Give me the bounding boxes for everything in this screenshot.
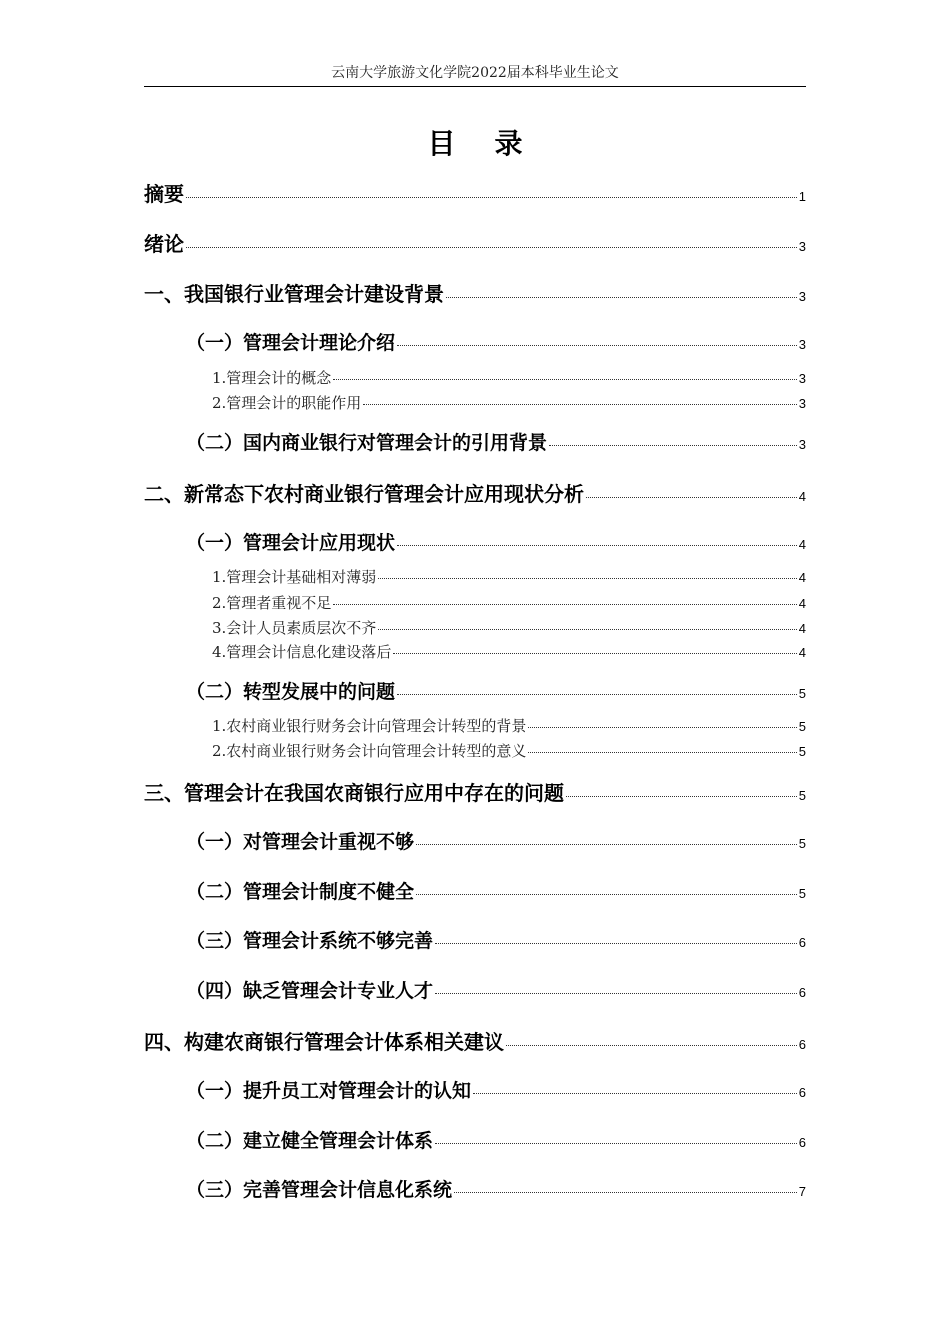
toc-entry-page-number: 3	[798, 371, 806, 386]
toc-entry-label: 1.管理会计基础相对薄弱	[212, 568, 377, 586]
toc-entry-page-number: 3	[798, 337, 806, 352]
toc-entry-label: 3.会计人员素质层次不齐	[212, 619, 377, 637]
dot-leader	[528, 752, 796, 753]
toc-entry-page-number: 3	[798, 396, 806, 411]
toc-entry-label: 2.管理者重视不足	[212, 594, 332, 612]
toc-entry[interactable]	[212, 740, 806, 761]
dot-leader	[506, 1045, 797, 1046]
toc-entry-page-number: 5	[798, 836, 806, 851]
toc-entry-label: 2.管理会计的职能作用	[212, 394, 362, 412]
toc-entry-label: 一、我国银行业管理会计建设背景	[144, 282, 444, 306]
dot-leader	[378, 629, 796, 630]
toc-entry-page-number: 7	[798, 1184, 806, 1199]
toc-entry[interactable]	[144, 178, 806, 207]
dot-leader	[393, 653, 796, 654]
toc-entry[interactable]	[144, 1026, 806, 1055]
toc-entry[interactable]	[186, 677, 806, 704]
toc-entry-label: 绪论	[144, 232, 184, 256]
dot-leader	[397, 545, 797, 546]
toc-entry[interactable]	[186, 428, 806, 455]
toc-entry-page-number: 1	[798, 189, 806, 204]
toc-entry-label: （二）管理会计制度不健全	[186, 881, 415, 903]
toc-entry-label: 摘要	[144, 182, 184, 206]
toc-entry[interactable]	[144, 228, 806, 257]
toc-entry[interactable]	[144, 478, 806, 507]
dot-leader	[363, 404, 796, 405]
toc-entry-label: （三）管理会计系统不够完善	[186, 930, 434, 952]
toc-entry-label: （一）对管理会计重视不够	[186, 831, 415, 853]
toc-entry-page-number: 5	[798, 788, 806, 803]
toc-entry-label: 2.农村商业银行财务会计向管理会计转型的意义	[212, 742, 527, 760]
toc-entry-label: （二）国内商业银行对管理会计的引用背景	[186, 432, 548, 454]
toc-entry[interactable]	[212, 392, 806, 413]
dot-leader	[566, 796, 797, 797]
dot-leader	[186, 197, 797, 198]
toc-entry-label: （一）提升员工对管理会计的认知	[186, 1080, 472, 1102]
toc-entry-label: 1.农村商业银行财务会计向管理会计转型的背景	[212, 717, 527, 735]
toc-entry-page-number: 6	[798, 1085, 806, 1100]
toc-entry-page-number: 6	[798, 985, 806, 1000]
dot-leader	[473, 1093, 797, 1094]
toc-entry-label: （二）建立健全管理会计体系	[186, 1130, 434, 1152]
toc-entry-label: （一）管理会计应用现状	[186, 532, 396, 554]
dot-leader	[435, 943, 797, 944]
toc-entry-label: 二、新常态下农村商业银行管理会计应用现状分析	[144, 482, 584, 506]
dot-leader	[186, 247, 797, 248]
toc-entry-label: （一）管理会计理论介绍	[186, 332, 396, 354]
toc-entry[interactable]	[186, 1076, 806, 1103]
toc-entry-label: （四）缺乏管理会计专业人才	[186, 980, 434, 1002]
dot-leader	[333, 379, 796, 380]
dot-leader	[528, 727, 796, 728]
dot-leader	[435, 993, 797, 994]
toc-entry[interactable]	[212, 617, 806, 638]
toc-entry-page-number: 3	[798, 437, 806, 452]
dot-leader	[586, 497, 797, 498]
toc-entry-page-number: 5	[798, 744, 806, 759]
toc-entry[interactable]	[186, 1126, 806, 1153]
dot-leader	[378, 578, 796, 579]
toc-entry[interactable]	[212, 592, 806, 613]
toc-entry-label: （二）转型发展中的问题	[186, 681, 396, 703]
toc-entry-label: 三、管理会计在我国农商银行应用中存在的问题	[144, 781, 564, 805]
toc-entry-page-number: 5	[798, 719, 806, 734]
toc-entry-page-number: 6	[798, 1135, 806, 1150]
toc-entry-page-number: 6	[798, 935, 806, 950]
toc-entry[interactable]	[144, 777, 806, 806]
dot-leader	[416, 844, 797, 845]
toc-entry-page-number: 4	[798, 596, 806, 611]
toc-entry-page-number: 5	[798, 686, 806, 701]
dot-leader	[416, 894, 797, 895]
toc-entry-page-number: 4	[798, 645, 806, 660]
toc-entry-page-number: 4	[798, 537, 806, 552]
dot-leader	[446, 297, 797, 298]
toc-entry[interactable]	[186, 926, 806, 953]
toc-entry-page-number: 3	[798, 289, 806, 304]
toc-entry[interactable]	[186, 877, 806, 904]
toc-entry-page-number: 6	[798, 1037, 806, 1052]
toc-entry-page-number: 4	[798, 570, 806, 585]
toc-entry-page-number: 4	[798, 489, 806, 504]
toc-entry[interactable]	[212, 715, 806, 736]
toc-entry-label: 四、构建农商银行管理会计体系相关建议	[144, 1030, 504, 1054]
toc-entry[interactable]	[186, 328, 806, 355]
page-title: 目 录	[427, 127, 523, 160]
toc-entry-label: 4.管理会计信息化建设落后	[212, 643, 392, 661]
dot-leader	[549, 445, 797, 446]
dot-leader	[454, 1192, 797, 1193]
running-header: 云南大学旅游文化学院2022届本科毕业生论文	[331, 65, 619, 81]
dot-leader	[333, 604, 796, 605]
toc-entry[interactable]	[212, 641, 806, 662]
dot-leader	[397, 345, 797, 346]
toc-entry[interactable]	[186, 976, 806, 1003]
toc-entry[interactable]	[186, 827, 806, 854]
toc-entry[interactable]	[212, 566, 806, 587]
toc-entry-label: 1.管理会计的概念	[212, 369, 332, 387]
toc-entry[interactable]	[212, 367, 806, 388]
toc-entry-page-number: 3	[798, 239, 806, 254]
toc-entry-page-number: 5	[798, 886, 806, 901]
toc-entry[interactable]	[144, 278, 806, 307]
toc-entry-label: （三）完善管理会计信息化系统	[186, 1179, 453, 1201]
toc-entry[interactable]	[186, 528, 806, 555]
toc-entry-page-number: 4	[798, 621, 806, 636]
header-rule	[144, 86, 806, 87]
dot-leader	[397, 694, 797, 695]
toc-entry[interactable]	[186, 1175, 806, 1202]
dot-leader	[435, 1143, 797, 1144]
